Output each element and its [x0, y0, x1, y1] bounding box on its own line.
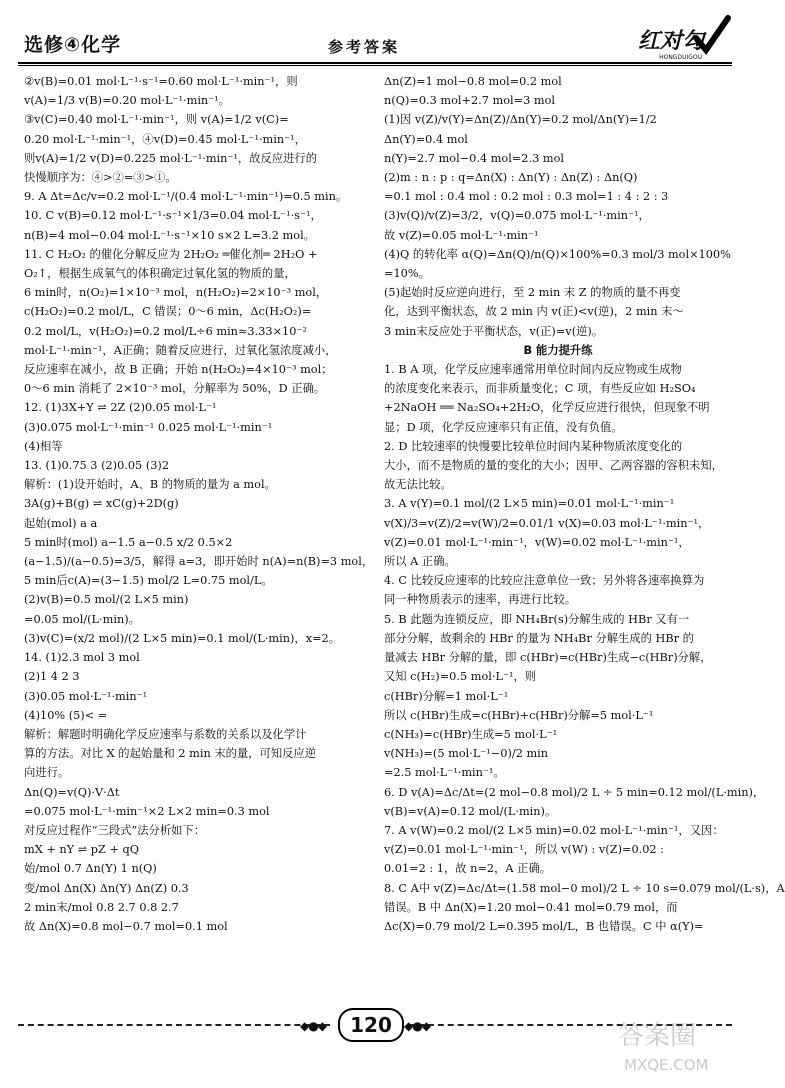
header-rule	[18, 62, 732, 64]
text-line: 2. D 比较速率的快慢要比较单位时间内某种物质浓度变化的	[384, 439, 683, 453]
text-line: n(Q)=0.3 mol+2.7 mol=3 mol	[384, 94, 556, 108]
right-column	[384, 72, 785, 936]
text-line: 6 min时，n(O₂)=1×10⁻³ mol，n(H₂O₂)=2×10⁻³ mol，	[24, 286, 328, 300]
text-line: 部分分解，故剩余的 HBr 的量为 NH₄Br 分解生成的 HBr 的	[384, 631, 694, 645]
text-line: 故无法比较。	[384, 478, 452, 492]
text-line: 14. (1)2.3 mol 3 mol	[24, 651, 140, 665]
text-line: 0.20 mol·L⁻¹·min⁻¹，④v(D)=0.45 mol·L⁻¹·min⁻¹，	[24, 132, 306, 146]
text-line: 所以 c(HBr)生成=c(HBr)+c(HBr)分解=5 mol·L⁻¹	[384, 708, 654, 722]
text-line: 12. (1)3X+Y ⇌ 2Z (2)0.05 mol·L⁻¹	[24, 401, 217, 415]
text-line: 故 v(Z)=0.05 mol·L⁻¹·min⁻¹	[384, 228, 539, 242]
text-line: c(HBr)分解=1 mol·L⁻¹	[384, 689, 509, 703]
text-line: 4. C 比较反应速率的比较应注意单位一致；另外将各速率换算为	[384, 574, 705, 588]
text-line: 解析：(1)设开始时，A、B 的物质的量为 a mol。	[24, 478, 276, 492]
text-line: Δn(Z)=1 mol−0.8 mol=0.2 mol	[384, 75, 562, 88]
text-line: c(H₂O₂)=0.2 mol/L，C 错误；0～6 min，Δc(H₂O₂)=	[24, 305, 312, 319]
text-line: 5 min时(mol) a−1.5 a−0.5 x/2 0.5×2	[24, 535, 233, 549]
footer-ornament-left: ◆●◆	[300, 1019, 326, 1033]
text-line: (3)0.05 mol·L⁻¹·min⁻¹	[24, 689, 148, 703]
text-line: v(X)/3=v(Z)/2=v(W)/2=0.01/1 v(X)=0.03 mol·L⁻¹·min⁻¹，	[384, 516, 710, 530]
brand-logo-sub: HONGDUIGOU	[659, 54, 702, 61]
text-line: c(NH₃)=c(HBr)生成=5 mol·L⁻¹	[384, 727, 558, 741]
text-line: 1. B A 项，化学反应速率通常用单位时间内反应物或生成物	[384, 363, 682, 377]
text-line: =10%。	[384, 267, 430, 281]
text-line: v(Z)=0.01 mol·L⁻¹·min⁻¹，v(W)=0.02 mol·L⁻¹·min⁻¹，	[384, 535, 690, 549]
text-line: +2NaOH ══ Na₂SO₄+2H₂O，化学反应进行很快，但现象不明	[384, 401, 710, 415]
text-line: n(B)=4 mol−0.04 mol·L⁻¹·s⁻¹×10 s×2 L=3.2 mol。	[24, 228, 315, 242]
book-title: 选修④化学	[24, 34, 122, 56]
text-line: =0.05 mol/(L·min)。	[24, 612, 140, 626]
text-line: ②v(B)=0.01 mol·L⁻¹·s⁻¹=0.60 mol·L⁻¹·min⁻¹，则	[24, 75, 298, 88]
page-number: 120	[338, 1008, 404, 1042]
text-line: 所以 A 正确。	[384, 555, 456, 569]
text-line: Δc(X)=0.79 mol/2 L=0.395 mol/L，B 也错误。C 中 α(Y)=	[384, 919, 704, 933]
text-line: (2)v(B)=0.5 mol/(2 L×5 min)	[24, 593, 189, 607]
text-line: v(Z)=0.01 mol·L⁻¹·min⁻¹，所以 v(W) : v(Z)=0.02 :	[384, 843, 664, 857]
text-line: (a−1.5)/(a−0.5)=3/5，解得 a=3，即开始时 n(A)=n(B)=3 mol，	[24, 555, 374, 569]
watermark-logo	[610, 1010, 730, 1080]
watermark-text: 答案圈	[618, 1021, 697, 1051]
text-line: 起始(mol) a a	[24, 516, 98, 530]
text-line: 始/mol 0.7 Δn(Y) 1 n(Q)	[24, 862, 157, 876]
text-line: 量减去 HBr 分解的量，即 c(HBr)=c(HBr)生成−c(HBr)分解，	[384, 651, 712, 665]
text-line: 9. A Δt=Δc/v=0.2 mol·L⁻¹/(0.4 mol·L⁻¹·min⁻¹)=0.5 min。	[24, 190, 348, 204]
text-line: ③v(C)=0.40 mol·L⁻¹·min⁻¹，则 v(A)=1/2 v(C)=	[24, 113, 289, 127]
text-line: 化，达到平衡状态，故 2 min 内 v(正)<v(逆)，2 min 末～	[384, 305, 684, 319]
text-line: 变/mol Δn(X) Δn(Y) Δn(Z) 0.3	[24, 881, 189, 895]
brand-logo: 红对勾	[637, 29, 704, 54]
header-rule-thin	[18, 65, 732, 66]
text-line: 0.01=2 : 1，故 n=2，A 正确。	[384, 862, 552, 876]
checkmark-icon	[692, 12, 732, 58]
text-line: v(NH₃)=(5 mol·L⁻¹−0)/2 min	[384, 747, 549, 761]
text-line: =2.5 mol·L⁻¹·min⁻¹。	[384, 766, 505, 780]
text-line: 8. C A中 v(Z)=Δc/Δt=(1.58 mol−0 mol)/2 L ÷ 10 s=0.079 mol/(L·s)，A	[384, 881, 785, 895]
text-line: 13. (1)0.75 3 (2)0.05 (3)2	[24, 459, 170, 473]
page-header	[18, 8, 732, 61]
text-line: v(A)=1/3 v(B)=0.20 mol·L⁻¹·min⁻¹。	[24, 94, 230, 108]
text-line: v(B)=v(A)=0.12 mol/(L·min)。	[384, 804, 557, 818]
text-line: 解析：解题时明确化学反应速率与系数的关系以及化学计	[24, 727, 307, 741]
text-line: (4)相等	[24, 439, 63, 453]
text-line: 7. A v(W)=0.2 mol/(2 L×5 min)=0.02 mol·L⁻¹·min⁻¹，又因：	[384, 823, 724, 837]
text-line: (4)Q 的转化率 α(Q)=Δn(Q)/n(Q)×100%=0.3 mol/3 mol×100%	[384, 247, 731, 261]
text-line: 故 Δn(X)=0.8 mol−0.7 mol=0.1 mol	[24, 919, 228, 933]
text-line: (5)起始时反应逆向进行，至 2 min 末 Z 的物质的量不再变	[384, 286, 681, 300]
section-title: 参考答案	[328, 38, 401, 56]
text-line: 10. C v(B)=0.12 mol·L⁻¹·s⁻¹×1/3=0.04 mol·L⁻¹·s⁻¹，	[24, 209, 322, 223]
text-line: 5 min后c(A)=(3−1.5) mol/2 L=0.75 mol/L。	[24, 574, 273, 588]
text-line: Δn(Y)=0.4 mol	[384, 132, 468, 146]
text-line: mX + nY ⇌ pZ + qQ	[24, 843, 140, 857]
text-line: (2)1 4 2 3	[24, 670, 80, 684]
text-line: mol·L⁻¹·min⁻¹，A正确；随着反应进行，过氧化氢浓度减小，	[24, 343, 337, 357]
left-column	[24, 72, 372, 936]
text-line: =0.1 mol : 0.4 mol : 0.2 mol : 0.3 mol=1 : 4 : 2 : 3	[384, 190, 669, 204]
text-line: n(Y)=2.7 mol−0.4 mol=2.3 mol	[384, 151, 564, 165]
text-line: 3. A v(Y)=0.1 mol/(2 L×5 min)=0.01 mol·L⁻¹·min⁻¹	[384, 497, 675, 511]
text-line: 错误。B 中 Δn(X)=1.20 mol−0.41 mol=0.79 mol，而	[384, 900, 678, 914]
watermark-sub: MXQE.COM	[624, 1056, 709, 1074]
text-line: (3)0.075 mol·L⁻¹·min⁻¹ 0.025 mol·L⁻¹·min⁻¹	[24, 420, 273, 434]
text-line: 0.2 mol/L，v(H₂O₂)=0.2 mol/L÷6 min≈3.33×10⁻²	[24, 324, 307, 338]
text-line: 又知 c(H₂)=0.5 mol·L⁻¹，则	[384, 670, 537, 684]
text-line: 大小，而不是物质的量的变化的大小；因甲、乙两容器的容积未知，	[384, 459, 723, 473]
text-line: 算的方法。对比 X 的起始量和 2 min 末的量，可知反应逆	[24, 747, 317, 761]
text-line: (3)v(C)=(x/2 mol)/(2 L×5 min)=0.1 mol/(L·min)，x=2。	[24, 631, 341, 645]
text-line: 6. D v(A)=Δc/Δt=(2 mol−0.8 mol)/2 L ÷ 5 min=0.12 mol/(L·min)，	[384, 785, 765, 799]
footer-ornament-right: ◆●◆	[404, 1019, 430, 1033]
text-line: (1)因 v(Z)/v(Y)=Δn(Z)/Δn(Y)=0.2 mol/Δn(Y)=1/2	[384, 113, 657, 127]
text-line: 0～6 min 消耗了 2×10⁻³ mol，分解率为 50%，D 正确。	[24, 382, 326, 396]
text-line: Δn(Q)=v(Q)·V·Δt	[24, 785, 120, 799]
text-line: 5. B 此题为连锁反应，即 NH₄Br(s)分解生成的 HBr 又有一	[384, 612, 690, 626]
text-line: (3)v(Q)/v(Z)=3/2，v(Q)=0.075 mol·L⁻¹·min⁻¹，	[384, 209, 650, 223]
text-line: (4)10% (5)< =	[24, 708, 108, 722]
text-line: 3 min末反应处于平衡状态，v(正)=v(逆)。	[384, 324, 604, 338]
text-line: O₂↑，根据生成氧气的体积确定过氧化氢的物质的量，	[24, 267, 296, 281]
text-line: =0.075 mol·L⁻¹·min⁻¹×2 L×2 min=0.3 mol	[24, 804, 270, 818]
text-line: (2)m : n : p : q=Δn(X) : Δn(Y) : Δn(Z) : Δn(Q)	[384, 171, 638, 185]
text-line: 反应速率在减小，故 B 正确；开始 n(H₂O₂)=4×10⁻³ mol；	[24, 363, 333, 377]
text-line: 同一种物质表示的速率，再进行比较。	[384, 593, 577, 607]
text-line: 对反应过程作“三段式”法分析如下：	[24, 823, 206, 837]
text-line: 11. C H₂O₂ 的催化分解反应为 2H₂O₂ ═催化剂═ 2H₂O +	[24, 247, 318, 261]
text-line: 2 min末/mol 0.8 2.7 0.8 2.7	[24, 900, 179, 914]
text-line: 的浓度变化来表示，而非质量变化；C 项，有些反应如 H₂SO₄	[384, 382, 696, 396]
text-line: 则v(A)=1/2 v(D)=0.225 mol·L⁻¹·min⁻¹，故反应进行的	[24, 151, 318, 165]
text-line: 向进行。	[24, 766, 70, 780]
text-line: 快慢顺序为：④>②=③>①。	[24, 171, 177, 185]
text-line: 显；D 项，化学反应速率只有正值，没有负值。	[384, 420, 623, 434]
text-line: 3A(g)+B(g) ⇌ xC(g)+2D(g)	[24, 497, 179, 511]
footer-rule-left	[18, 1024, 330, 1026]
text-line: B 能力提升练	[523, 343, 593, 357]
